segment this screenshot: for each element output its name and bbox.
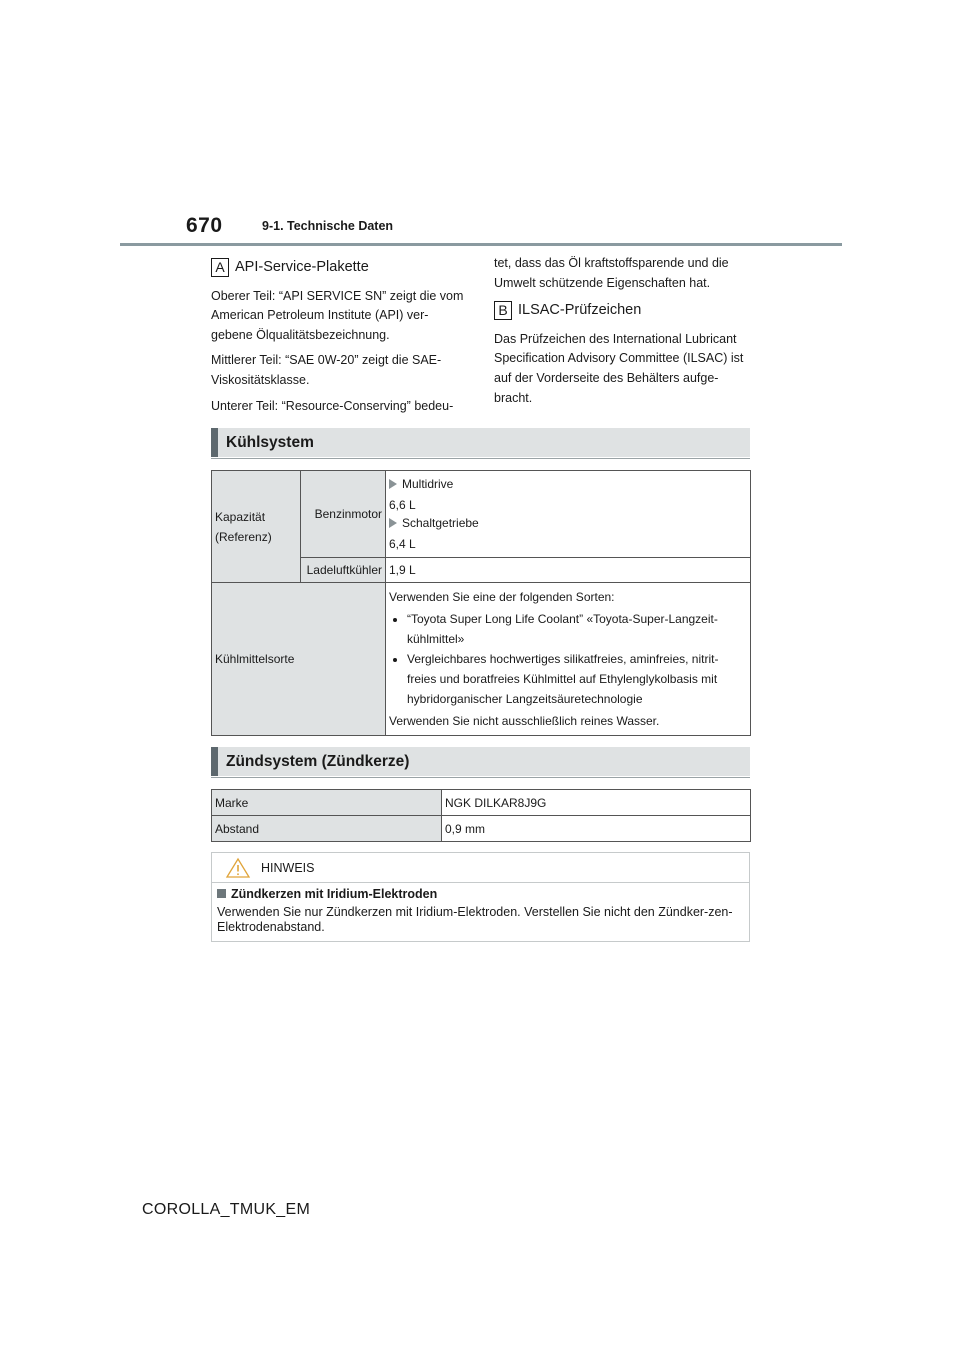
right-column [494, 254, 750, 414]
multidrive-value: 6,6 L [389, 498, 416, 512]
ignition-section-title: Zündsystem (Zündkerze) [211, 747, 750, 776]
ilsac-text: Das Prüfzeichen des International Lubricant Specification Advisory Committee (ILSAC) ist auf der Vorderseite des Behälters aufge-bracht. [494, 331, 744, 405]
triangle-bullet-icon [389, 518, 397, 528]
notice-subheading: Zündkerzen mit Iridium-Elektroden [231, 887, 438, 901]
brand-value: NGK DILKAR8J9G [442, 790, 751, 816]
coolant-outro: Verwenden Sie nicht ausschließlich reines Wasser. [389, 714, 660, 728]
document-code: COROLLA_TMUK_EM [142, 1201, 311, 1218]
capacity-label: Kapazität [215, 509, 266, 524]
coolant-value-cell [386, 583, 751, 736]
notice-text: Verwenden Sie nur Zündkerzen mit Iridium-Elektroden. Verstellen Sie nicht den Zündker-zen-Elektrodenabstand. [217, 904, 733, 934]
table-row [212, 790, 751, 816]
coolant-intro: Verwenden Sie eine der folgenden Sorten: [389, 590, 615, 604]
api-label-heading [211, 258, 467, 278]
capacity-reference-label: (Referenz) [215, 529, 272, 544]
table-row [212, 583, 751, 736]
label-a-box: A [211, 258, 229, 277]
ignition-table [211, 789, 751, 842]
intercooler-label: Ladeluftkühler [306, 563, 382, 577]
coolant-label: Kühlmittelsorte [215, 652, 295, 666]
engine-label: Benzinmotor [314, 507, 382, 521]
manual-label: Schaltgetriebe [402, 516, 479, 530]
gap-label: Abstand [212, 816, 442, 842]
list-item: • Vergleichbares hochwertiges silikatfreies, aminfreies, nitrit-freies und boratfreies Kühlmittel auf Ethylenglykolbasis mit hybridorganischer Langzeitsäuretechnologie [407, 649, 747, 709]
api-upper-text: Oberer Teil: “API SERVICE SN” zeigt die vom American Petroleum Institute (API) ver-gebene Ölqualitätsbezeichnung. [211, 288, 464, 342]
label-b-box: B [494, 301, 512, 320]
notice-heading: HINWEIS [261, 860, 315, 875]
list-item: • “Toyota Super Long Life Coolant” «Toyota-Super-Langzeit-kühlmittel» [407, 609, 747, 649]
coolant-label-cell [212, 583, 386, 736]
cooling-section-title: Kühlsystem [211, 428, 750, 457]
left-column [211, 258, 467, 422]
multidrive-label: Multidrive [402, 477, 454, 491]
gap-value: 0,9 mm [442, 816, 751, 842]
square-bullet-icon [217, 889, 226, 898]
api-label-title: API-Service-Plakette [235, 259, 369, 275]
table-row [212, 816, 751, 842]
engine-label-cell [301, 471, 386, 558]
notice-box [211, 852, 750, 942]
ignition-title-underline [211, 777, 750, 778]
intercooler-value: 1,9 L [386, 558, 751, 583]
api-lower-text: Unterer Teil: “Resource-Conserving” bedeu- [211, 398, 454, 413]
coolant-list [389, 609, 747, 709]
api-lower-text-cont: tet, dass das Öl kraftstoffsparende und die Umwelt schützende Eigenschaften hat. [494, 256, 729, 290]
capacity-label-cell [212, 471, 301, 583]
brand-label: Marke [212, 790, 442, 816]
cooling-title-underline [211, 458, 750, 459]
table-row [212, 471, 751, 558]
ilsac-label-heading [494, 301, 750, 321]
notice-body [212, 883, 749, 940]
intercooler-label-cell [301, 558, 386, 583]
manual-row [389, 514, 747, 532]
notice-header [212, 853, 749, 883]
header-divider [120, 243, 842, 246]
api-middle-text: Mittlerer Teil: “SAE 0W-20” zeigt die SAE-Viskositätsklasse. [211, 353, 442, 387]
ilsac-label-title: ILSAC-Prüfzeichen [518, 302, 642, 319]
engine-values-cell [386, 471, 751, 558]
multidrive-row [389, 475, 747, 493]
triangle-bullet-icon [389, 479, 397, 489]
section-header: 9-1. Technische Daten [262, 219, 394, 233]
page-number: 670 [186, 214, 223, 237]
cooling-table [211, 470, 751, 736]
manual-value: 6,4 L [389, 537, 416, 551]
notice-subheading-row [217, 887, 744, 903]
warning-triangle-icon [225, 857, 251, 879]
